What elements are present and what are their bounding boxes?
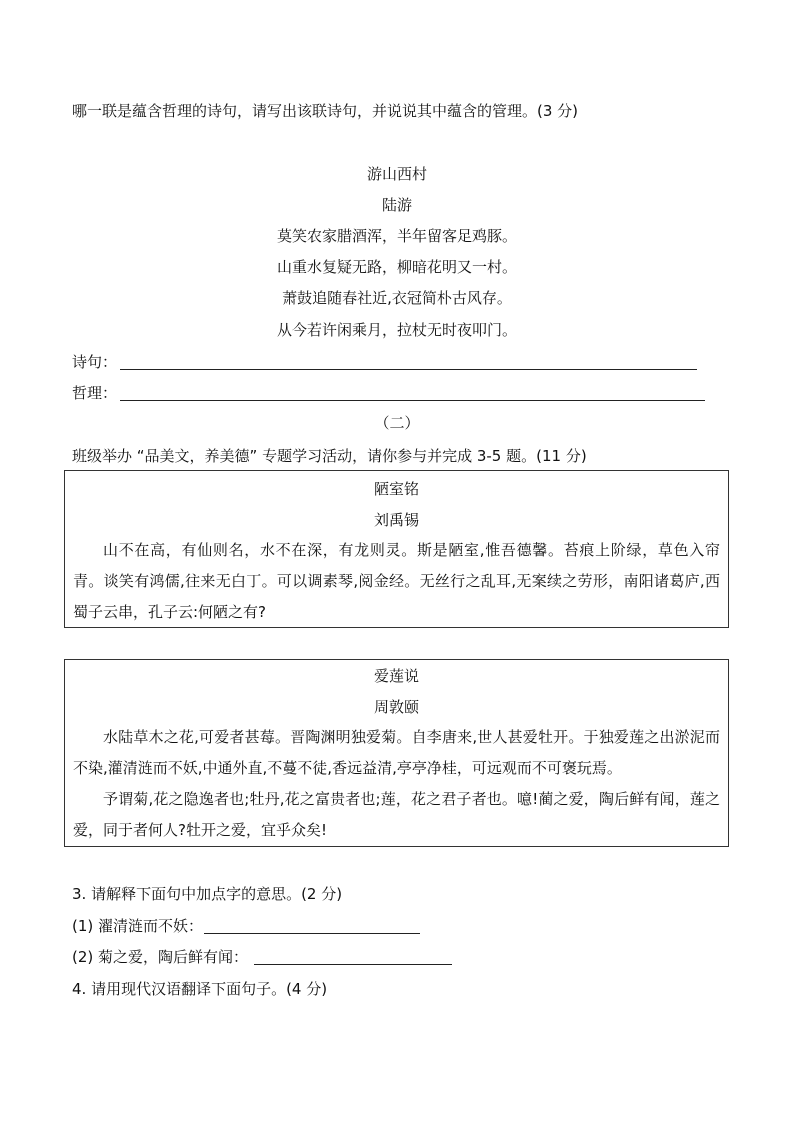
question-4: 4. 请用现代汉语翻译下面句子。(4 分)	[72, 980, 328, 998]
question-3-2-label: (2) 菊之爱，陶后鲜有闻：	[72, 948, 249, 966]
activity-intro: 班级举办 “品美文，养美德” 专题学习活动，请你参与并完成 3-5 题。(11 分)	[72, 447, 587, 465]
poem-line-1: 莫笑农家腊酒浑，半年留客足鸡豚。	[276, 227, 517, 245]
poem-title: 游山西村	[366, 165, 427, 183]
poem-author: 陆游	[381, 196, 412, 214]
question-3-1-label: (1) 濯清涟而不妖：	[72, 917, 204, 935]
section-heading: （二）	[374, 414, 420, 432]
text-author: 刘禹锡	[373, 511, 419, 529]
text-box-ailianshuo	[64, 659, 729, 847]
poem-line-3: 萧鼓追随春社近,衣冠简朴古风存。	[282, 289, 512, 307]
text-author: 周敦颐	[373, 698, 419, 716]
philosophy-answer-line[interactable]	[120, 400, 705, 401]
question-prompt: 哪一联是蕴含哲理的诗句，请写出该联诗句，并说说其中蕴含的管理。(3 分)	[72, 102, 579, 120]
text-paragraph: 山不在高，有仙则名，水不在深，有龙则灵。斯是陋室,惟吾德馨。苔痕上阶绿，草色入帘青。谈笑有鸿儒,往来无白丁。可以调素琴,阅金经。无丝行之乱耳,无案续之劳形，南阳诸葛庐,西蜀子云串，孔子云:何陋之有?	[73, 541, 720, 621]
text-title: 爱莲说	[373, 667, 419, 685]
poem-line-4: 从今若许闲乘月，拉杖无时夜叩门。	[276, 321, 517, 339]
text-box-loushiming	[64, 470, 729, 628]
text-title: 陋室铭	[373, 480, 419, 498]
philosophy-label: 哲理：	[72, 384, 118, 402]
text-paragraph-2: 予谓菊,花之隐逸者也;牡丹,花之富贵者也;莲，花之君子者也。噫!蔺之爱，陶后鲜有闻，莲之爱，同于者何人?牡开之爱，宜乎众矣!	[73, 790, 720, 839]
question-3-1-answer-line[interactable]	[204, 933, 420, 934]
poem-line-2: 山重水复疑无路，柳暗花明又一村。	[276, 258, 517, 276]
verse-answer-line[interactable]	[120, 369, 697, 370]
text-paragraph-1: 水陆草木之花,可爱者甚莓。晋陶渊明独爱菊。自李唐来,世人甚爱牡开。于独爱莲之出淤泥而不染,灌清涟而不妖,中通外直,不蔓不徒,香远益清,亭亭净桂，可远观而不可褒玩焉。	[73, 728, 720, 777]
question-3-2-answer-line[interactable]	[254, 964, 452, 965]
question-3: 3. 请解释下面句中加点字的意思。(2 分)	[72, 885, 343, 903]
verse-label: 诗句：	[72, 353, 118, 371]
